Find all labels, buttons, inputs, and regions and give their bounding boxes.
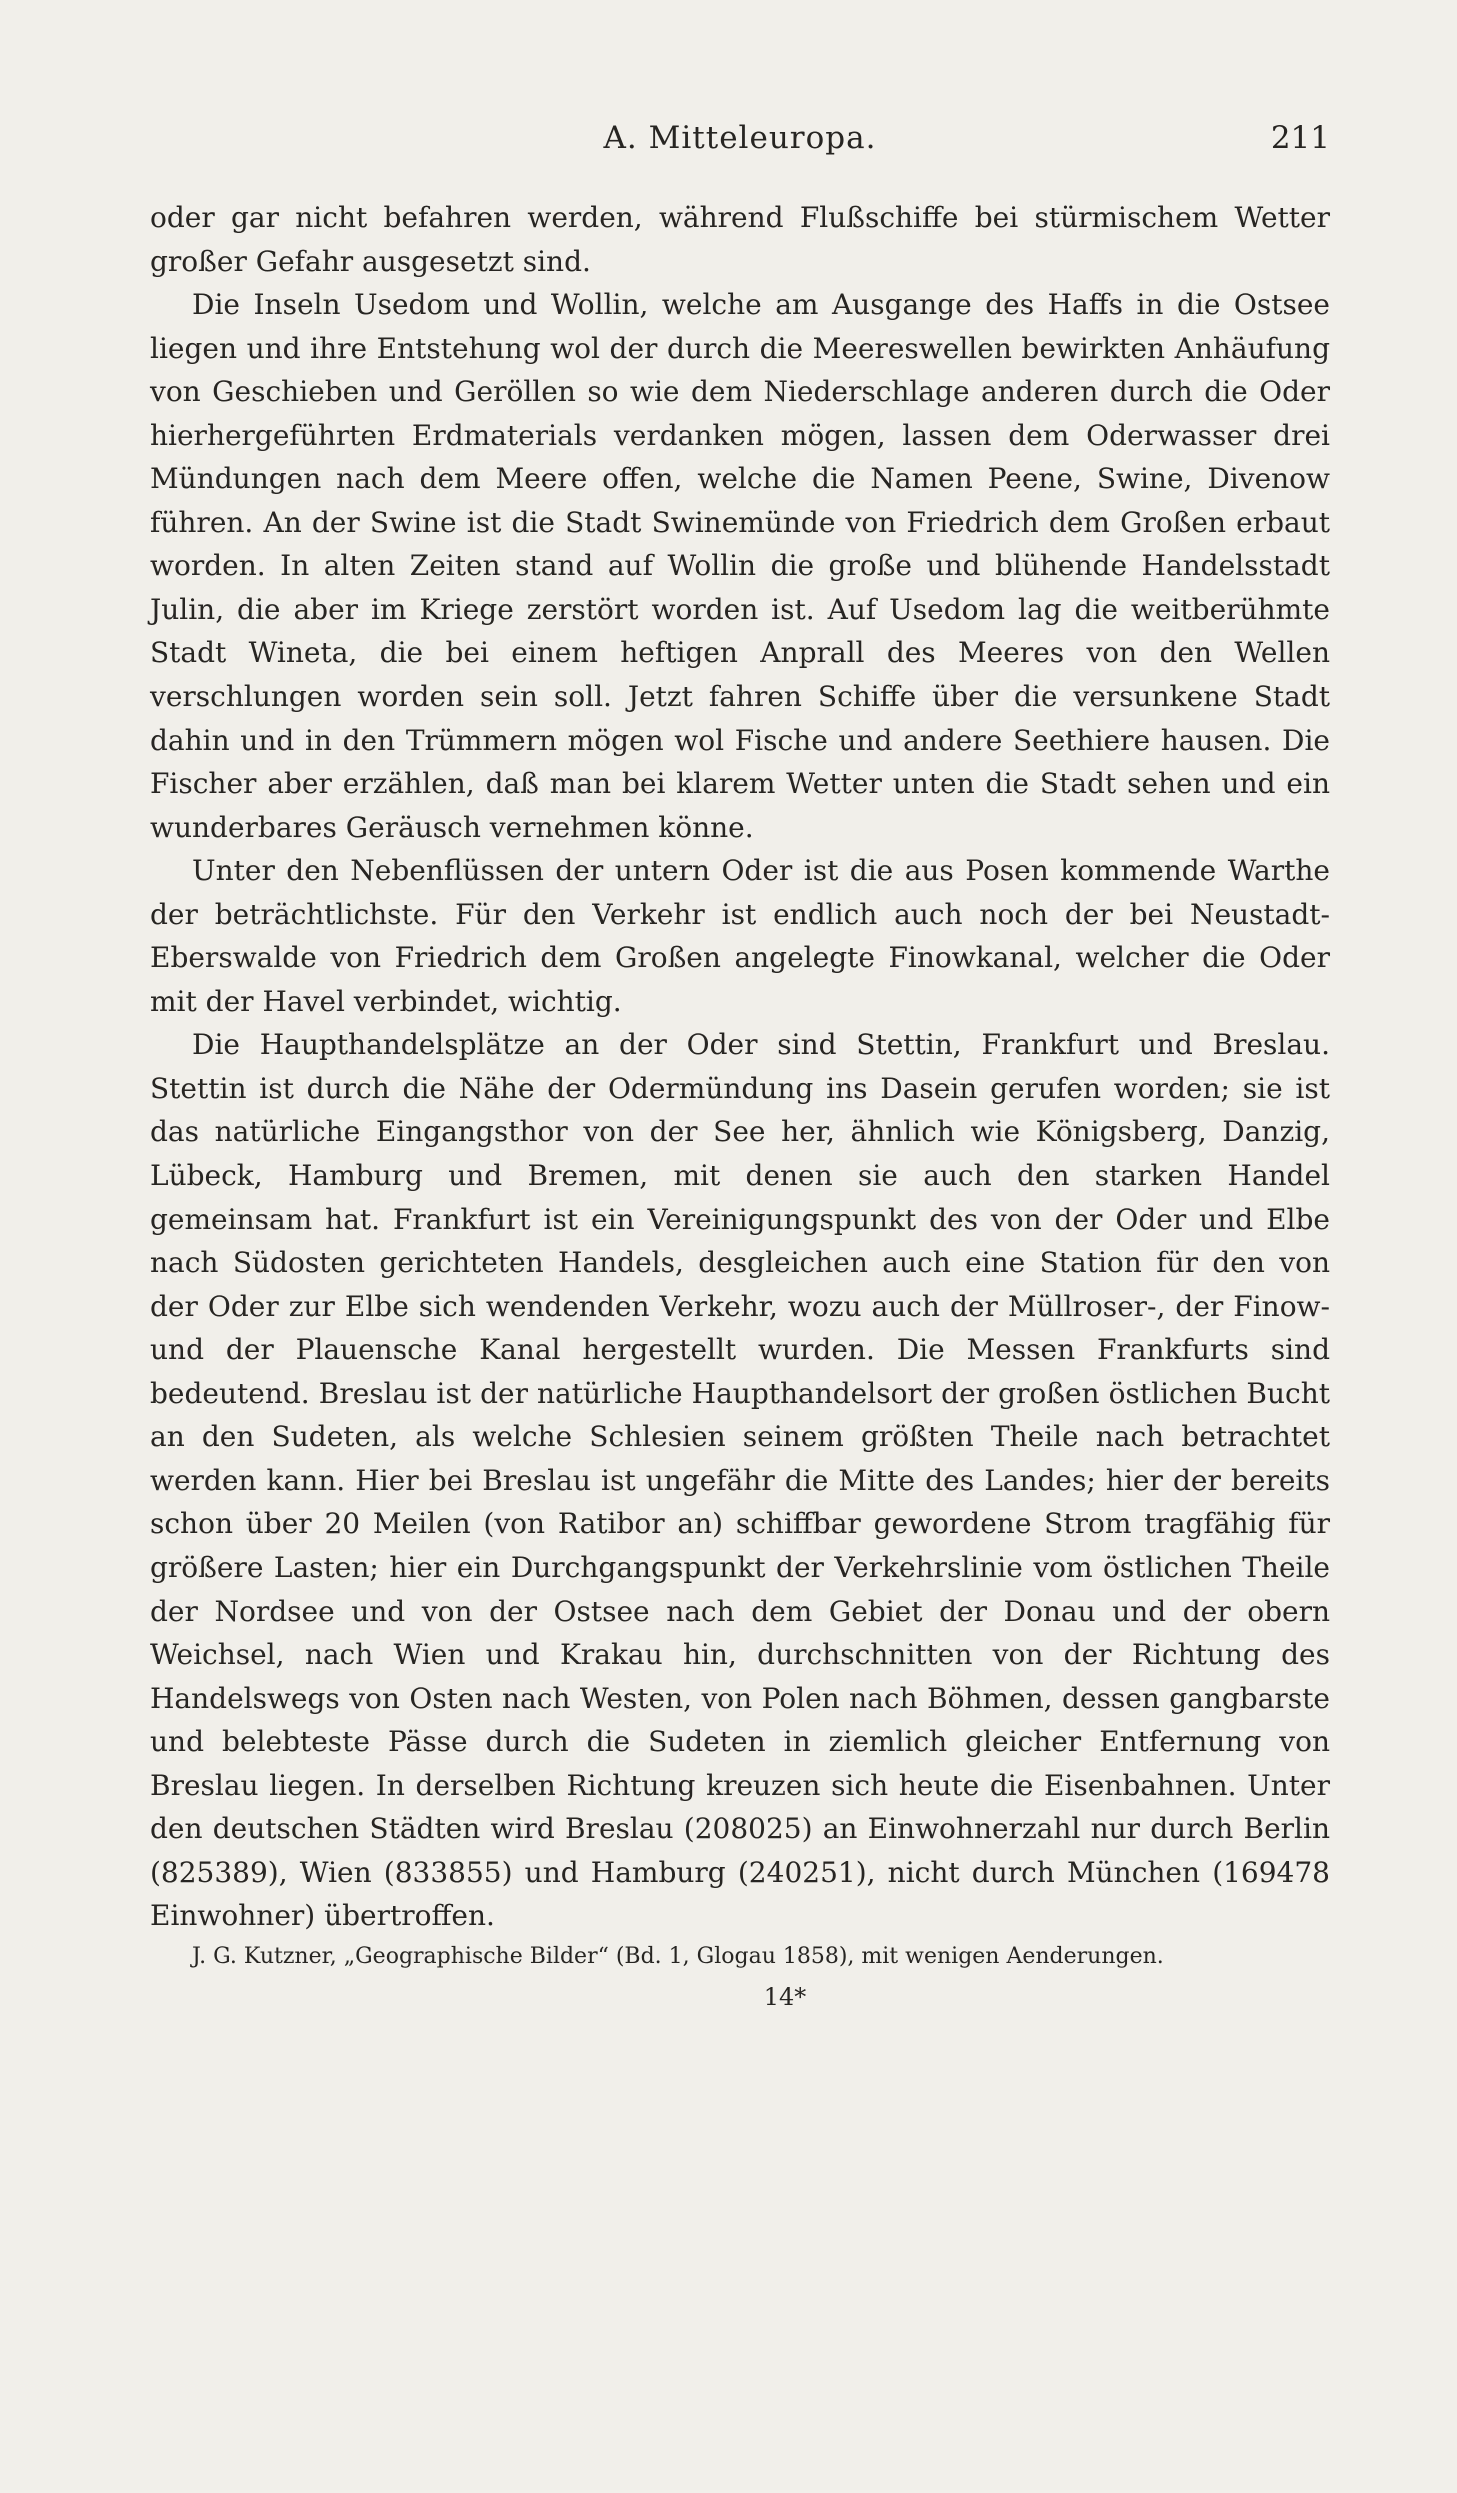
sheet-signature: 14*: [763, 1982, 807, 2011]
page-header: [150, 112, 1330, 162]
running-title: A. Mitteleuropa.: [603, 120, 877, 156]
source-footnote: J. G. Kutzner, „Geographische Bilder“ (Bd. 1, Glogau 1858), mit wenigen Aenderungen.: [192, 1943, 1164, 1969]
page-number: 211: [1270, 120, 1330, 156]
paragraph-trade-places: Die Haupthandelsplätze an der Oder sind Stettin, Frankfurt und Breslau. Stettin ist durch die Nähe der Odermündung ins Dasein gerufen worden; sie ist das natürliche Eingangsthor von der See her, ähnlich wie Königsberg, Danzig, Lübeck, Hamburg und Bremen, mit denen sie auch den starken Handel gemeinsam hat. Frankfurt ist ein Vereinigungspunkt des von der Oder und Elbe nach Südosten gerichteten Handels, desgleichen auch eine Station für den von der Oder zur Elbe sich wendenden Verkehr, wozu auch der Müllroser-, der Finow- und der Plauensche Kanal hergestellt wurden. Die Messen Frankfurts sind bedeutend. Breslau ist der natürliche Haupthandelsort der großen östlichen Bucht an den Sudeten, als welche Schlesien seinem größten Theile nach betrachtet werden kann. Hier bei Breslau ist ungefähr die Mitte des Landes; hier der bereits schon über 20 Meilen (von Ratibor an) schiffbar gewordene Strom tragfähig für größere Lasten; hier ein Durchgangspunkt der Verkehrslinie vom östlichen Theile der Nordsee und von der Ostsee nach dem Gebiet der Donau und der obern Weichsel, nach Wien und Krakau hin, durchschnitten von der Richtung des Handelswegs von Osten nach Westen, von Polen nach Böhmen, dessen gangbarste und belebteste Pässe durch die Sudeten in ziemlich gleicher Entfernung von Breslau liegen. In derselben Richtung kreuzen sich heute die Eisenbahnen. Unter den deutschen Städten wird Breslau (208025) an Einwohnerzahl nur durch Berlin (825389), Wien (833855) und Hamburg (240251), nicht durch München (169478 Einwohner) übertroffen.: [150, 1028, 1330, 1933]
body-text: [150, 196, 1330, 2011]
paragraph-tributaries: Unter den Nebenflüssen der untern Oder ist die aus Posen kommende Warthe der beträchtlichste. Für den Verkehr ist endlich auch noch der bei Neustadt-Eberswalde von Friedrich dem Großen angelegte Finowkanal, welcher die Oder mit der Havel verbindet, wichtig.: [150, 854, 1330, 1018]
paragraph-continuation: oder gar nicht befahren werden, während Flußschiffe bei stürmischem Wetter großer Gefahr ausgesetzt sind.: [150, 201, 1330, 278]
paragraph-islands: Die Inseln Usedom und Wollin, welche am Ausgange des Haffs in die Ostsee liegen und ihre Entstehung wol der durch die Meereswellen bewirkten Anhäufung von Geschieben und Geröllen so wie dem Niederschlage anderen durch die Oder hierhergeführten Erdmaterials verdanken mögen, lassen dem Oderwasser drei Mündungen nach dem Meere offen, welche die Namen Peene, Swine, Divenow führen. An der Swine ist die Stadt Swinemünde von Friedrich dem Großen erbaut worden. In alten Zeiten stand auf Wollin die große und blühende Handelsstadt Julin, die aber im Kriege zerstört worden ist. Auf Usedom lag die weitberühmte Stadt Wineta, die bei einem heftigen Anprall des Meeres von den Wellen verschlungen worden sein soll. Jetzt fahren Schiffe über die versunkene Stadt dahin und in den Trümmern mögen wol Fische und andere Seethiere hausen. Die Fischer aber erzählen, daß man bei klarem Wetter unten die Stadt sehen und ein wunderbares Geräusch vernehmen könne.: [150, 288, 1330, 844]
